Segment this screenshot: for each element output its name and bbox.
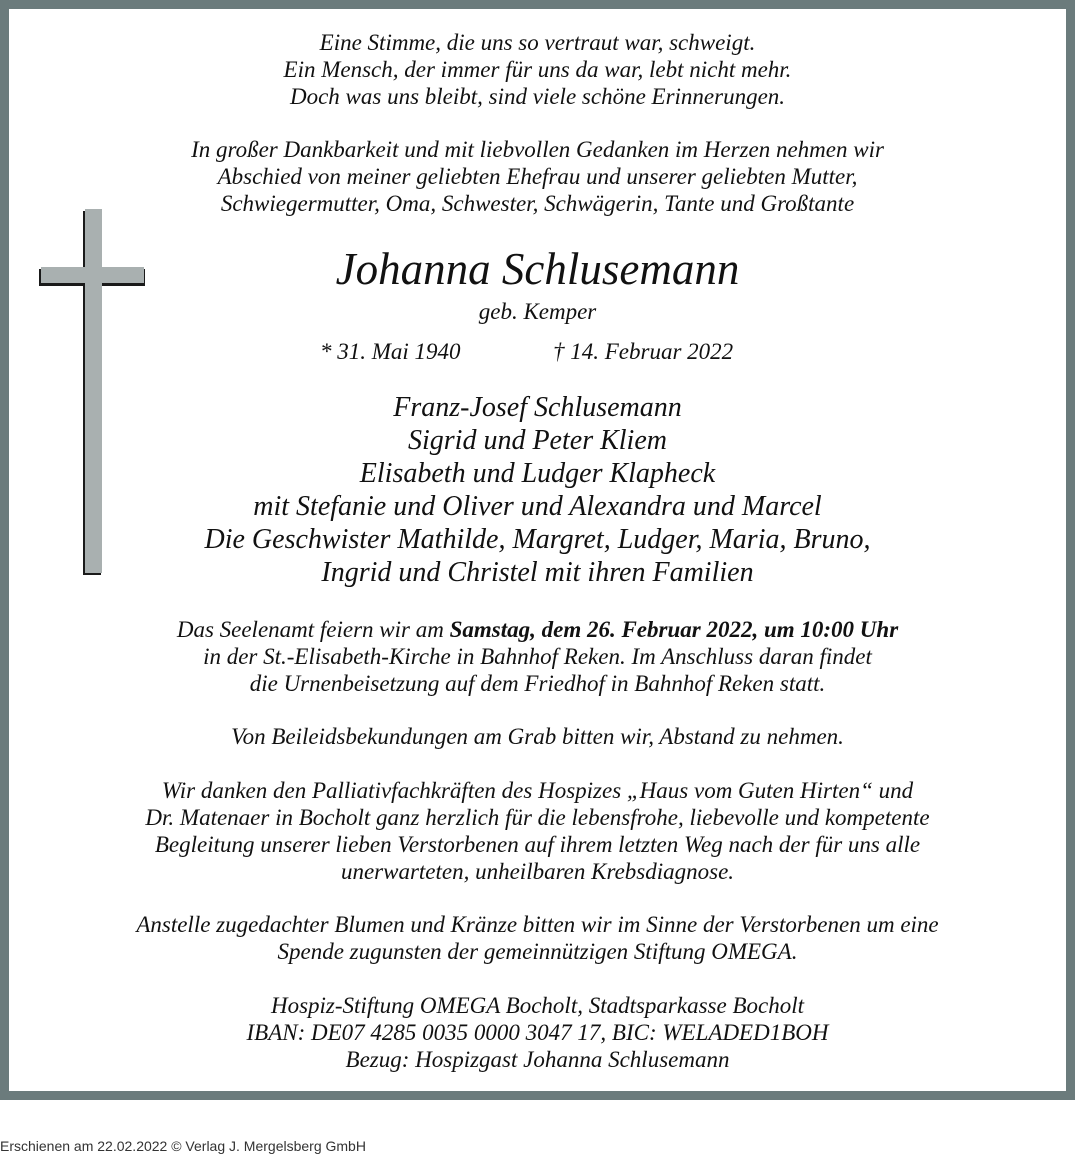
service-line: in der St.-Elisabeth-Kirche in Bahnhof Reken. Im Anschluss daran findet xyxy=(203,644,872,669)
maiden-name: geb. Kemper xyxy=(478,299,597,324)
family-line: Elisabeth und Ludger Klapheck xyxy=(359,458,716,489)
service-date: Samstag, dem 26. Februar 2022, um 10:00 Uhr xyxy=(449,617,899,642)
family-line: Ingrid und Christel mit ihren Familien xyxy=(321,557,754,588)
service-prefix: Das Seelenamt feiern wir am xyxy=(176,617,450,642)
verse-line: Doch was uns bleibt, sind viele schöne Erinnerungen. xyxy=(289,84,786,109)
family-line: Franz-Josef Schlusemann xyxy=(393,392,682,423)
deceased-name: Johanna Schlusemann xyxy=(335,244,740,294)
bank-line: Bezug: Hospizgast Johanna Schlusemann xyxy=(345,1047,730,1072)
donation-line: Spende zugunsten der gemeinnützigen Stiftung OMEGA. xyxy=(277,939,798,964)
intro-line: Schwiegermutter, Oma, Schwester, Schwägerin, Tante und Großtante xyxy=(220,191,855,216)
bank-line: IBAN: DE07 4285 0035 0000 3047 17, BIC: WELADED1BOH xyxy=(246,1020,829,1045)
thanks-line: Wir danken den Palliativfachkräften des Hospizes „Haus vom Guten Hirten“ und xyxy=(161,778,914,803)
thanks-line: Dr. Matenaer in Bocholt ganz herzlich für die lebensfrohe, liebevolle und kompetente xyxy=(145,805,930,830)
thanks-line: unerwarteten, unheilbaren Krebsdiagnose. xyxy=(340,859,735,884)
verse-line: Eine Stimme, die uns so vertraut war, schweigt. xyxy=(319,30,756,55)
publication-footer: Erschienen am 22.02.2022 © Verlag J. Mergelsberg GmbH xyxy=(0,1138,366,1154)
family-line: mit Stefanie und Oliver und Alexandra und Marcel xyxy=(253,491,822,522)
verse-line: Ein Mensch, der immer für uns da war, lebt nicht mehr. xyxy=(283,57,792,82)
thanks-line: Begleitung unserer lieben Verstorbenen auf ihrem letzten Weg nach der für uns alle xyxy=(154,832,921,857)
service-line xyxy=(0,616,1075,643)
family-line: Die Geschwister Mathilde, Margret, Ludger, Maria, Bruno, xyxy=(204,524,871,555)
donation-line: Anstelle zugedachter Blumen und Kränze bitten wir im Sinne der Verstorbenen um eine xyxy=(136,912,939,937)
bank-line: Hospiz-Stiftung OMEGA Bocholt, Stadtsparkasse Bocholt xyxy=(270,993,804,1018)
family-line: Sigrid und Peter Kliem xyxy=(408,425,667,456)
service-line: die Urnenbeisetzung auf dem Friedhof in Bahnhof Reken statt. xyxy=(249,671,826,696)
intro-line: Abschied von meiner geliebten Ehefrau und unserer geliebten Mutter, xyxy=(217,164,858,189)
birth-date: * 31. Mai 1940 xyxy=(320,339,461,364)
intro-line: In großer Dankbarkeit und mit liebvollen Gedanken im Herzen nehmen wir xyxy=(191,137,884,162)
condolence-note: Von Beileidsbekundungen am Grab bitten wir, Abstand zu nehmen. xyxy=(231,724,844,749)
death-date: † 14. Februar 2022 xyxy=(553,339,734,364)
